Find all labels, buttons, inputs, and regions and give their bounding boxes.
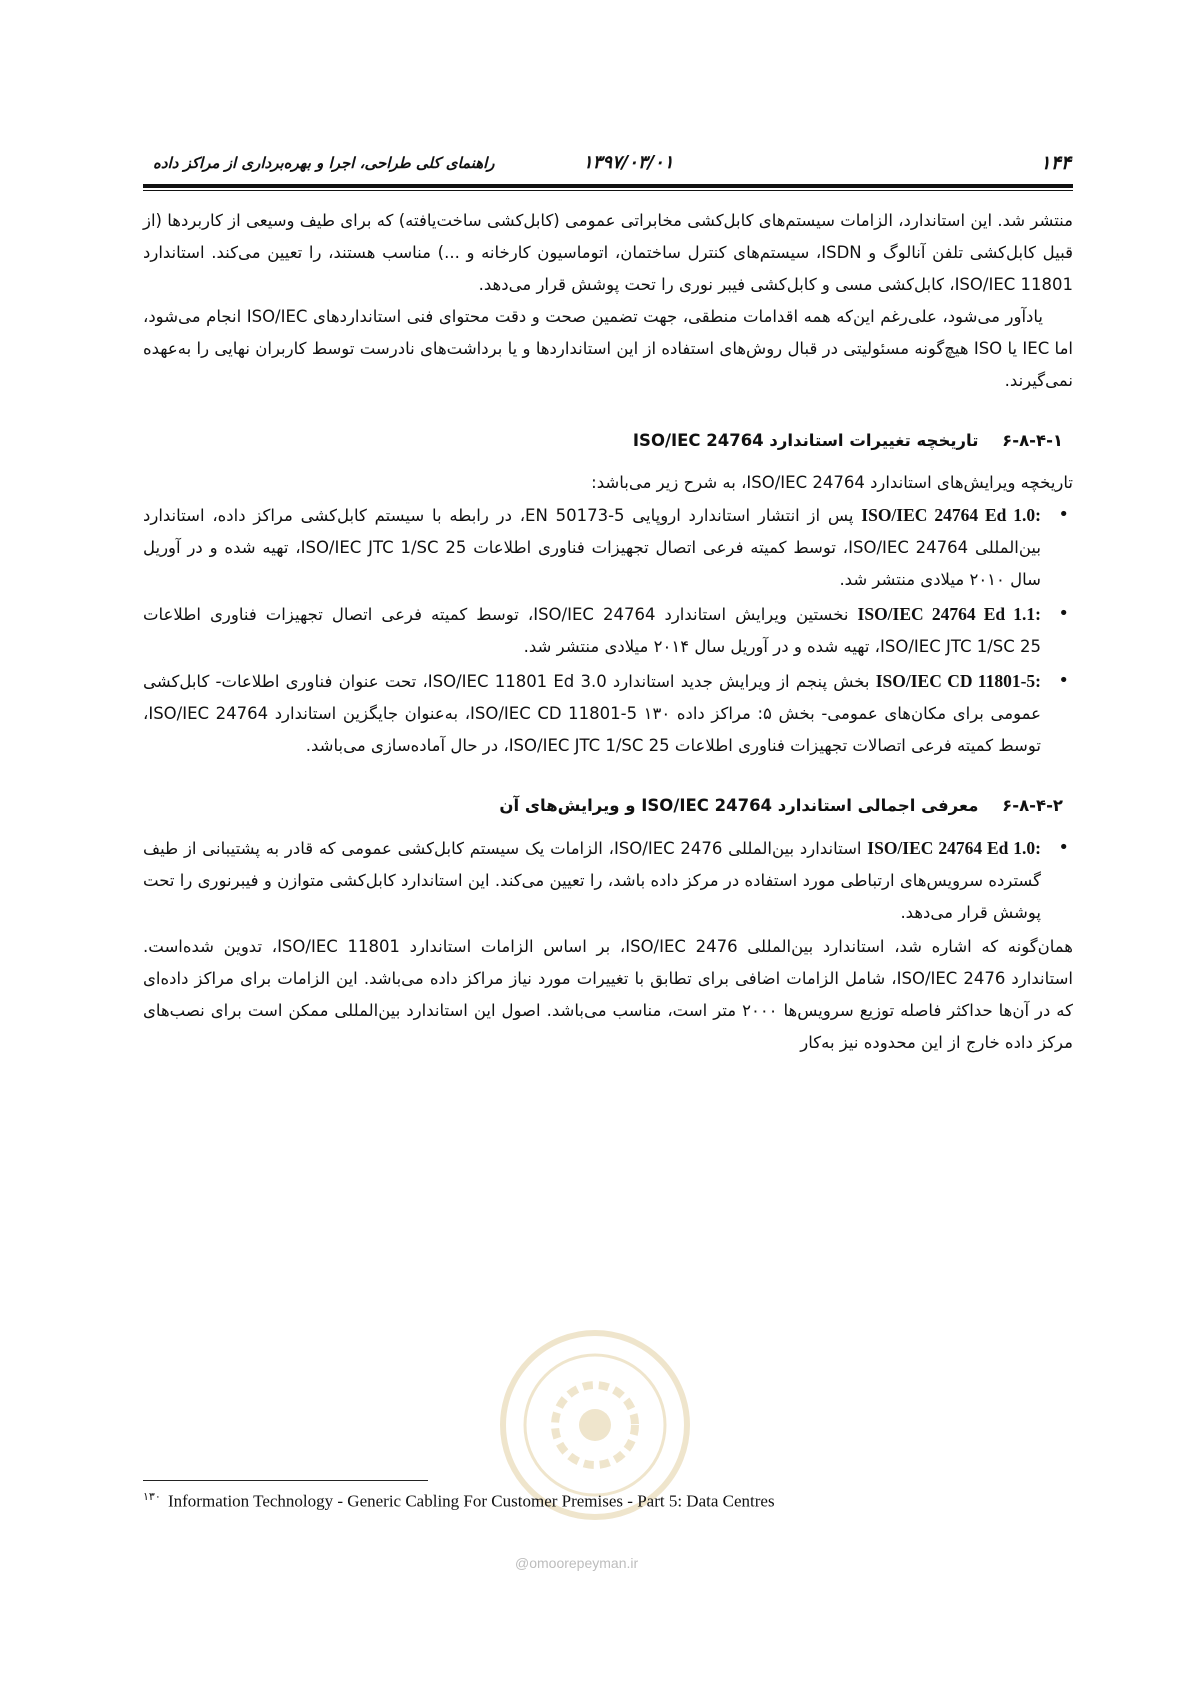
list-item — [143, 499, 1041, 596]
main-content — [143, 205, 1073, 1059]
section-1-intro: تاریخچه ویرایش‌های استاندارد ISO/IEC 24764، به شرح زیر می‌باشد: — [591, 473, 1073, 492]
header-rule-thin — [143, 190, 1073, 191]
item-lead: ISO/IEC CD 11801-5: — [875, 671, 1041, 691]
section-2-heading — [143, 790, 1063, 822]
intro-paragraph-2: یادآور می‌شود، علی‌رغم این‌که همه اقدامات منطقی، جهت تضمین صحت و دقت محتوای فنی استانداردهای ISO/IEC انجام می‌شود، اما IEC یا ISO هیچ‌گونه مسئولیتی در قبال روش‌های استفاده از این استانداردها و یا برداشت‌های نادرست توسط کاربران نهایی را به‌عهده نمی‌گیرند. — [143, 307, 1073, 390]
section-1-title: تاریخچه تغییرات استاندارد ISO/IEC 24764 — [632, 431, 979, 450]
header-date: ۱۳۹۷/۰۳/۰۱ — [583, 152, 674, 173]
item-text: نخستین ویرایش استاندارد ISO/IEC 24764، توسط کمیته فرعی اتصال تجهیزات فناوری اطلاعات ISO/IEC JTC 1/SC 25، تهیه شده و در آوریل سال ۲۰۱۴ میلادی منتشر شد. — [143, 605, 1041, 656]
header-title: راهنمای کلی طراحی، اجرا و بهره‌برداری از مراکز داده — [153, 154, 495, 172]
list-item — [143, 598, 1041, 663]
section-2-continuation: همان‌گونه که اشاره شد، استاندارد بین‌المللی ISO/IEC 2476، بر اساس الزامات استاندارد ISO/IEC 11801، تدوین شده‌است. استاندارد ISO/IEC 2476، شامل الزامات اضافی برای تطابق با تغییرات مورد نیاز مراکز داده می‌باشد. این الزامات برای مراکز داده‌ای که در آن‌ها حداکثر فاصله توزیع سرویس‌ها ۲۰۰۰ متر است، مناسب می‌باشد. اصول این استاندارد بین‌المللی ممکن است برای نصب‌های مرکز داده خارج از این محدوده نیز به‌کار — [143, 937, 1074, 1052]
footnote-text: Information Technology - Generic Cabling For Customer Premises - Part 5: Data Centres — [167, 1491, 775, 1511]
item-text: استاندارد بین‌المللی ISO/IEC 2476، الزامات یک سیستم کابل‌کشی عمومی که قادر به پشتیبانی از طیف گسترده سرویس‌های ارتباطی مورد استفاده در مرکز داده باشد، را تعیین می‌کند. این استاندارد کابل‌کشی متوازن و فیبرنوری را تحت پوشش قرار می‌دهد. — [143, 839, 1041, 922]
watermark-text: @omoorepeyman.ir — [515, 1555, 639, 1571]
item-text: پس از انتشار استاندارد اروپایی EN 50173-5، در رابطه با سیستم کابل‌کشی مراکز داده، استاندارد بین‌المللی ISO/IEC 24764، توسط کمیته فرعی اتصال تجهیزات فناوری اطلاعات ISO/IEC JTC 1/SC 25، تهیه شده و در آوریل سال ۲۰۱۰ میلادی منتشر شد. — [143, 506, 1041, 589]
footnote — [143, 1490, 1073, 1512]
footnote-marker: ۱۳۰ — [143, 1491, 161, 1503]
header-rule — [143, 184, 1073, 188]
section-2-title: معرفی اجمالی استاندارد ISO/IEC 24764 و ویرایش‌های آن — [499, 796, 979, 815]
section-1-list — [143, 499, 1073, 762]
page-number: ۱۴۴ — [1040, 152, 1071, 174]
section-1-number: ۶-۸-۴-۱ — [1002, 431, 1063, 450]
item-lead: ISO/IEC 24764 Ed 1.1: — [857, 604, 1042, 624]
list-item — [143, 832, 1041, 929]
section-1-heading — [143, 425, 1063, 457]
page-header — [143, 150, 1073, 180]
footnote-rule — [143, 1480, 428, 1481]
list-item — [143, 665, 1041, 762]
intro-paragraph-1: منتشر شد. این استاندارد، الزامات سیستم‌های کابل‌کشی مخابراتی عمومی (کابل‌کشی ساخت‌یافته) که برای طیف وسیعی از کاربردها (از قبیل کابل‌کشی تلفن آنالوگ و ISDN، سیستم‌های کنترل ساختمان، اتوماسیون کارخانه و ...) مناسب هستند، را تعیین می‌کند. استاندارد ISO/IEC 11801، کابل‌کشی مسی و کابل‌کشی فیبر نوری را تحت پوشش قرار می‌دهد. — [143, 211, 1073, 294]
item-text: بخش پنجم از ویرایش جدید استاندارد ISO/IEC 11801 Ed 3.0، تحت عنوان فناوری اطلاعات- کابل‌کشی عمومی برای مکان‌های عمومی- بخش ۵: مراکز داده ۱۳۰ ISO/IEC CD 11801-5، به‌عنوان جایگزین استاندارد ISO/IEC 24764، توسط کمیته فرعی اتصالات تجهیزات فناوری اطلاعات ISO/IEC JTC 1/SC 25، در حال آماده‌سازی می‌باشد. — [143, 672, 1041, 755]
section-2-number: ۶-۸-۴-۲ — [1002, 796, 1063, 815]
item-lead: ISO/IEC 24764 Ed 1.0: — [861, 505, 1041, 525]
section-2-list — [143, 832, 1073, 929]
item-lead: ISO/IEC 24764 Ed 1.0: — [867, 838, 1041, 858]
